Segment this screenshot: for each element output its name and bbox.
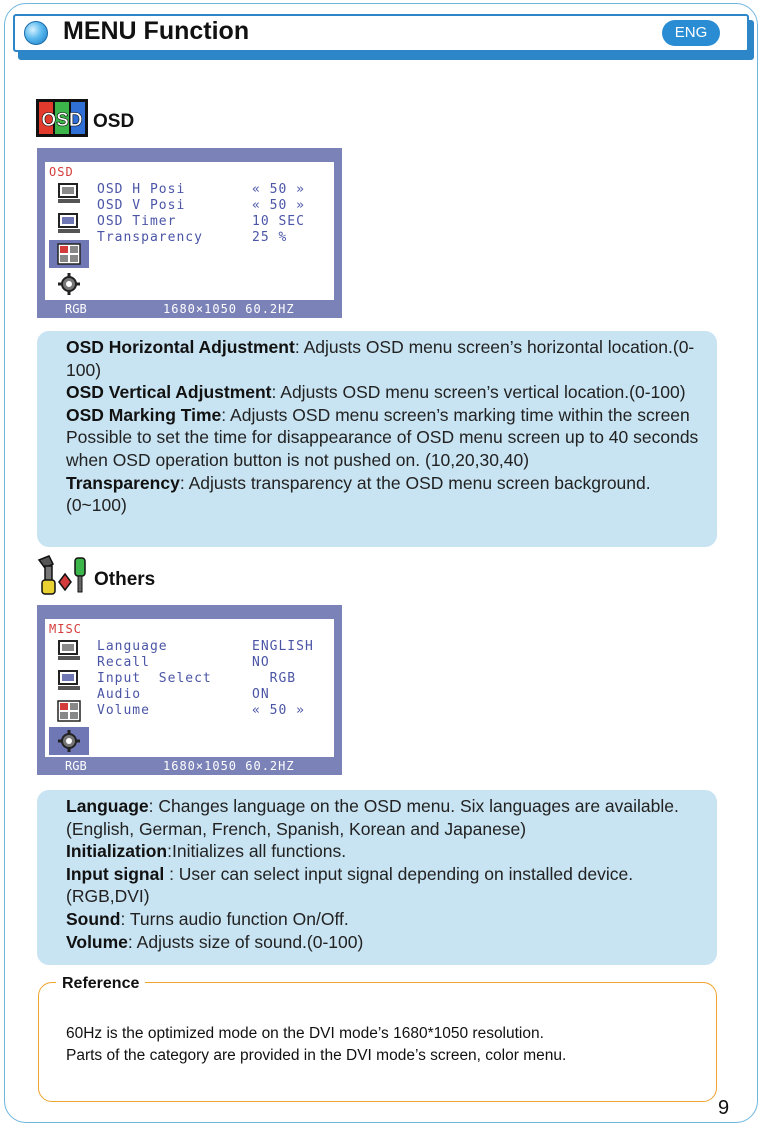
misc-settings-list [97,639,332,719]
resolution-readout: 1680×1050 60.2HZ [163,759,295,773]
desc-initialization: Initialization:Initializes all functions. [66,841,347,862]
osd-menu-screenshot [37,148,342,318]
others-description-box [37,790,717,965]
signal-source: RGB [65,302,87,316]
section-title-osd: OSD [93,111,135,132]
misc-row-volume: Volume « 50 » [97,703,305,718]
reference-line: 60Hz is the optimized mode on the DVI mode’s 1680*1050 resolution. [66,1025,544,1042]
osd-row-v-posi: OSD V Posi « 50 » [97,198,305,213]
osd-icon [36,99,88,142]
reference-line: Parts of the category are provided in the DVI mode’s screen, color menu. [66,1047,567,1064]
desc-volume: Volume: Adjusts size of sound.(0-100) [66,931,364,952]
osd-row-h-posi: OSD H Posi « 50 » [97,182,305,197]
misc-menu-label: MISC [49,622,82,636]
reference-label: Reference [56,975,145,993]
monitor-settings-icon [49,210,89,238]
osd-icon-column [49,180,89,300]
misc-menu-screenshot [37,605,342,775]
misc-menu-panel [45,619,334,757]
osd-description-box [37,331,717,547]
resolution-readout: 1680×1050 60.2HZ [163,302,295,316]
misc-row-language: Language ENGLISH [97,639,314,654]
osd-menu-panel [45,162,334,300]
page-title: MENU Function [63,17,250,45]
misc-row-recall: Recall NO [97,655,270,670]
section-title-others: Others [94,569,156,590]
language-badge: ENG [662,20,720,46]
misc-status-bar [37,757,342,775]
osd-row-transparency: Transparency 25 % [97,230,288,245]
reference-text [66,1023,566,1067]
desc-osd-marking-time: OSD Marking Time: Adjusts OSD menu screen’s marking time within the screen Possible to set the time for disappearance of OSD menu screen up to 40 seconds when OSD operation button is not pushed on. (10,20,30,40) [66,404,699,470]
desc-sound: Sound: Turns audio function On/Off. [66,908,349,929]
monitor-icon [49,637,89,665]
page-number: 9 [718,1097,730,1119]
desc-language: Language: Changes language on the OSD menu. Six languages are available. (English, German, French, Spanish, Korean and Japanese) [66,796,679,839]
desc-input-signal: Input signal : User can select input signal depending on installed device.(RGB,DVI) [66,863,634,907]
osd-settings-list [97,182,332,246]
tools-icon [35,554,91,601]
desc-osd-horizontal: OSD Horizontal Adjustment: Adjusts OSD menu screen’s horizontal location.(0-100) [66,337,695,380]
gear-icon [49,270,89,298]
osd-grid-icon [49,240,89,268]
svg-text:OSD: OSD [41,110,83,131]
osd-status-bar [37,300,342,318]
misc-row-audio: Audio ON [97,687,270,702]
osd-grid-icon [49,697,89,725]
bullet-icon [24,21,48,45]
monitor-settings-icon [49,667,89,695]
desc-osd-vertical: OSD Vertical Adjustment: Adjusts OSD menu screen’s vertical location.(0-100) [66,382,686,403]
osd-menu-label: OSD [49,165,74,179]
misc-row-input-select: Input Select RGB [97,671,297,686]
gear-icon [49,727,89,755]
signal-source: RGB [65,759,87,773]
osd-row-timer: OSD Timer 10 SEC [97,214,305,229]
desc-transparency: Transparency: Adjusts transparency at the OSD menu screen background.(0~100) [66,472,651,516]
misc-icon-column [49,637,89,757]
monitor-icon [49,180,89,208]
